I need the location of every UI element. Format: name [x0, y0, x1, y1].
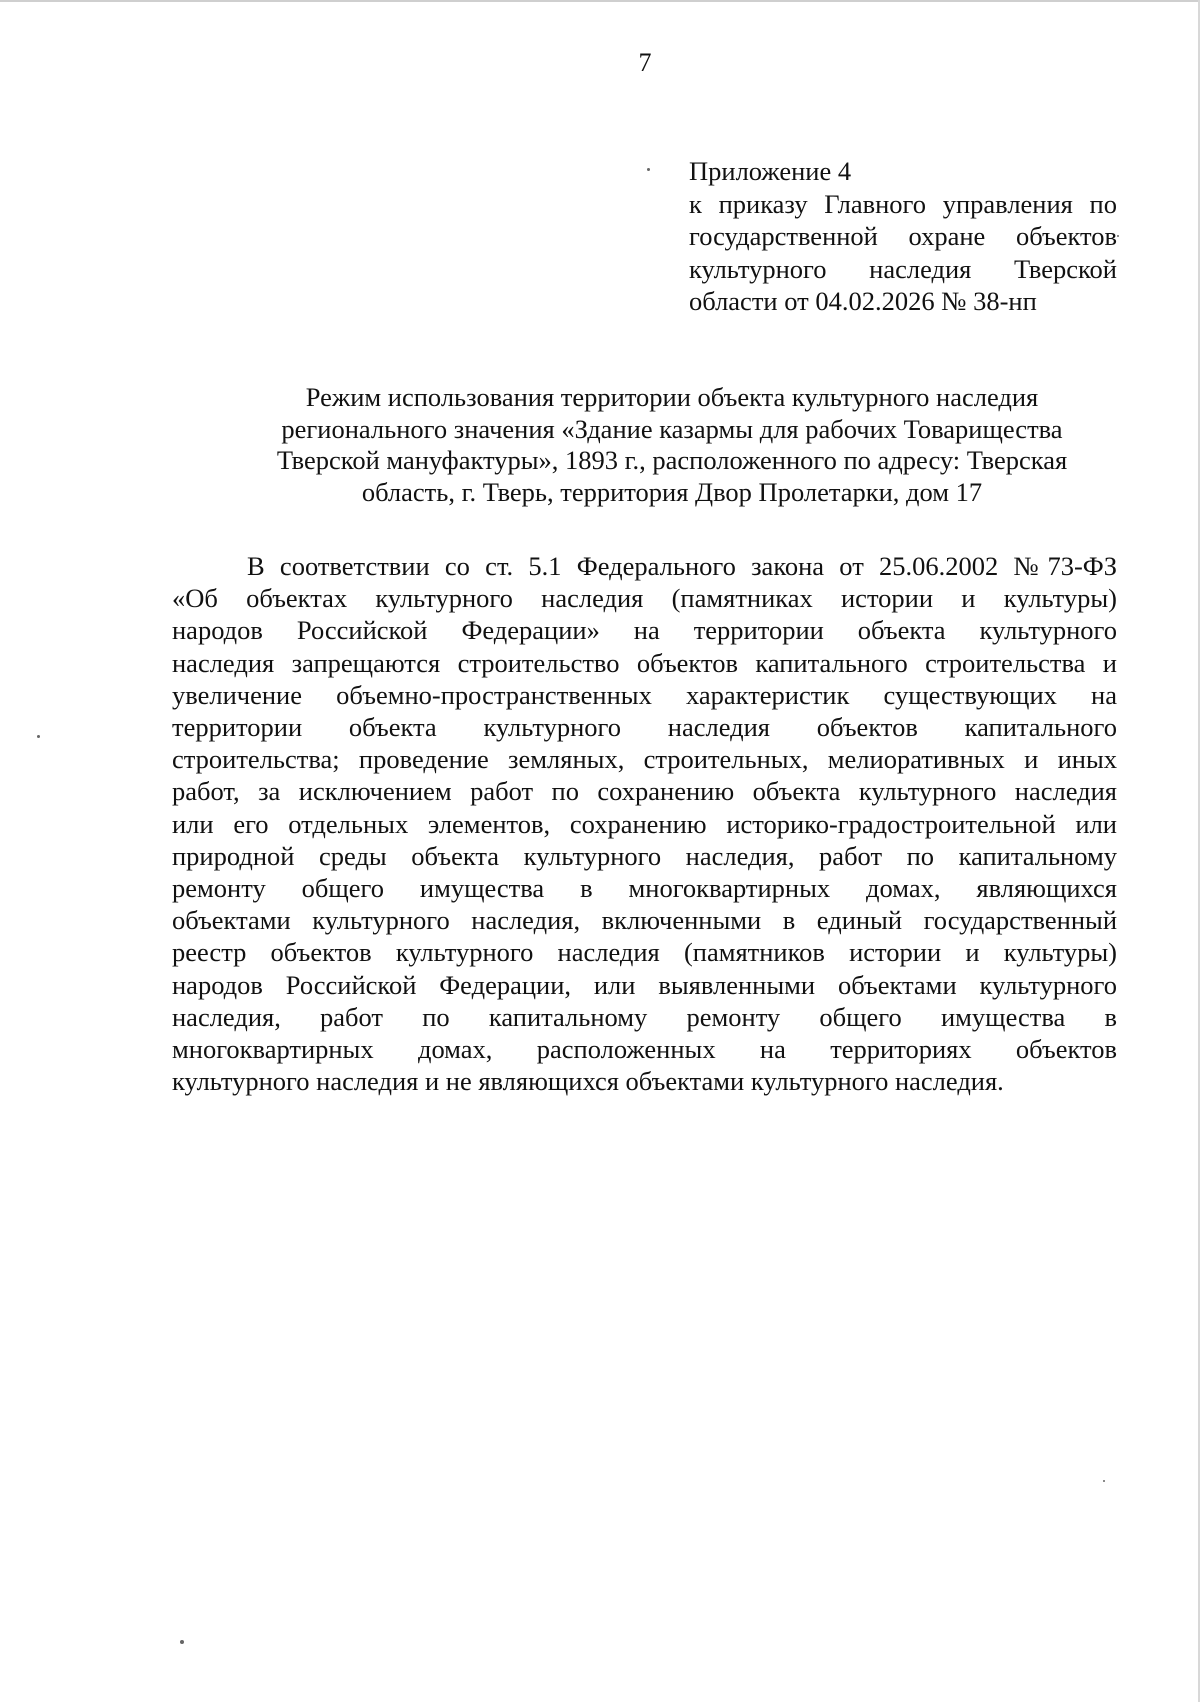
body-line: многоквартирных домах, расположенных на территориях объектов: [172, 1034, 1117, 1065]
body-line: территории объекта культурного наследия объектов капитального: [172, 712, 1117, 743]
body-line: строительства; проведение земляных, строительных, мелиоративных и иных: [172, 744, 1117, 775]
appendix-line: культурного наследия Тверской: [689, 253, 1117, 284]
title-line: Тверской мануфактуры», 1893 г., расположенного по адресу: Тверская: [276, 445, 1068, 475]
body-line: увеличение объемно-пространственных характеристик существующих на: [172, 679, 1117, 710]
title-line: область, г. Тверь, территория Двор Пролетарки, дом 17: [361, 476, 983, 507]
body-line: народов Российской Федерации» на территории объекта культурного: [172, 615, 1117, 646]
appendix-line: области от 04.02.2026 № 38-нп: [689, 286, 1037, 316]
body-line: природной среды объекта культурного наследия, работ по капитальному: [172, 840, 1117, 871]
body-line: или его отдельных элементов, сохранению историко-градостроительной или: [172, 808, 1117, 839]
appendix-line: к приказу Главного управления по: [689, 188, 1117, 219]
scan-speck: [37, 735, 40, 738]
appendix-line: государственной охране объектов: [689, 221, 1117, 251]
body-line: В соответствии со ст. 5.1 Федерального закона от 25.06.2002 №73-ФЗ: [247, 551, 1117, 581]
scan-speck: [1117, 235, 1119, 237]
body-line: народов Российской Федерации, или выявленными объектами культурного: [172, 969, 1117, 1000]
title-line: регионального значения «Здание казармы для рабочих Товарищества: [281, 413, 1063, 444]
body-line: «Об объектах культурного наследия (памятниках истории и культуры): [172, 583, 1117, 614]
appendix-line: Приложение 4: [689, 156, 852, 186]
scan-edge-top: [0, 0, 1200, 2]
body-line: наследия запрещаются строительство объектов капитального строительства и: [172, 647, 1117, 678]
scan-speck: [1103, 1480, 1105, 1482]
body-line: работ, за исключением работ по сохранению объекта культурного наследия: [172, 776, 1117, 807]
body-line: наследия, работ по капитальному ремонту общего имущества в: [172, 1001, 1117, 1032]
body-line: объектами культурного наследия, включенными в единый государственный: [172, 905, 1117, 936]
body-line: реестр объектов культурного наследия (памятников истории и культуры): [172, 937, 1117, 968]
page-number: 7: [638, 48, 652, 77]
title-line: Режим использования территории объекта культурного наследия: [305, 382, 1039, 412]
body-paragraph: [172, 550, 1117, 1097]
body-line: ремонту общего имущества в многоквартирных домах, являющихся: [172, 873, 1117, 904]
body-line: культурного наследия и не являющихся объектами культурного наследия.: [172, 1066, 1004, 1097]
document-title: [172, 382, 1172, 508]
scan-speck: [180, 1640, 184, 1644]
scan-speck: [647, 168, 650, 171]
appendix-reference: [689, 155, 1117, 318]
